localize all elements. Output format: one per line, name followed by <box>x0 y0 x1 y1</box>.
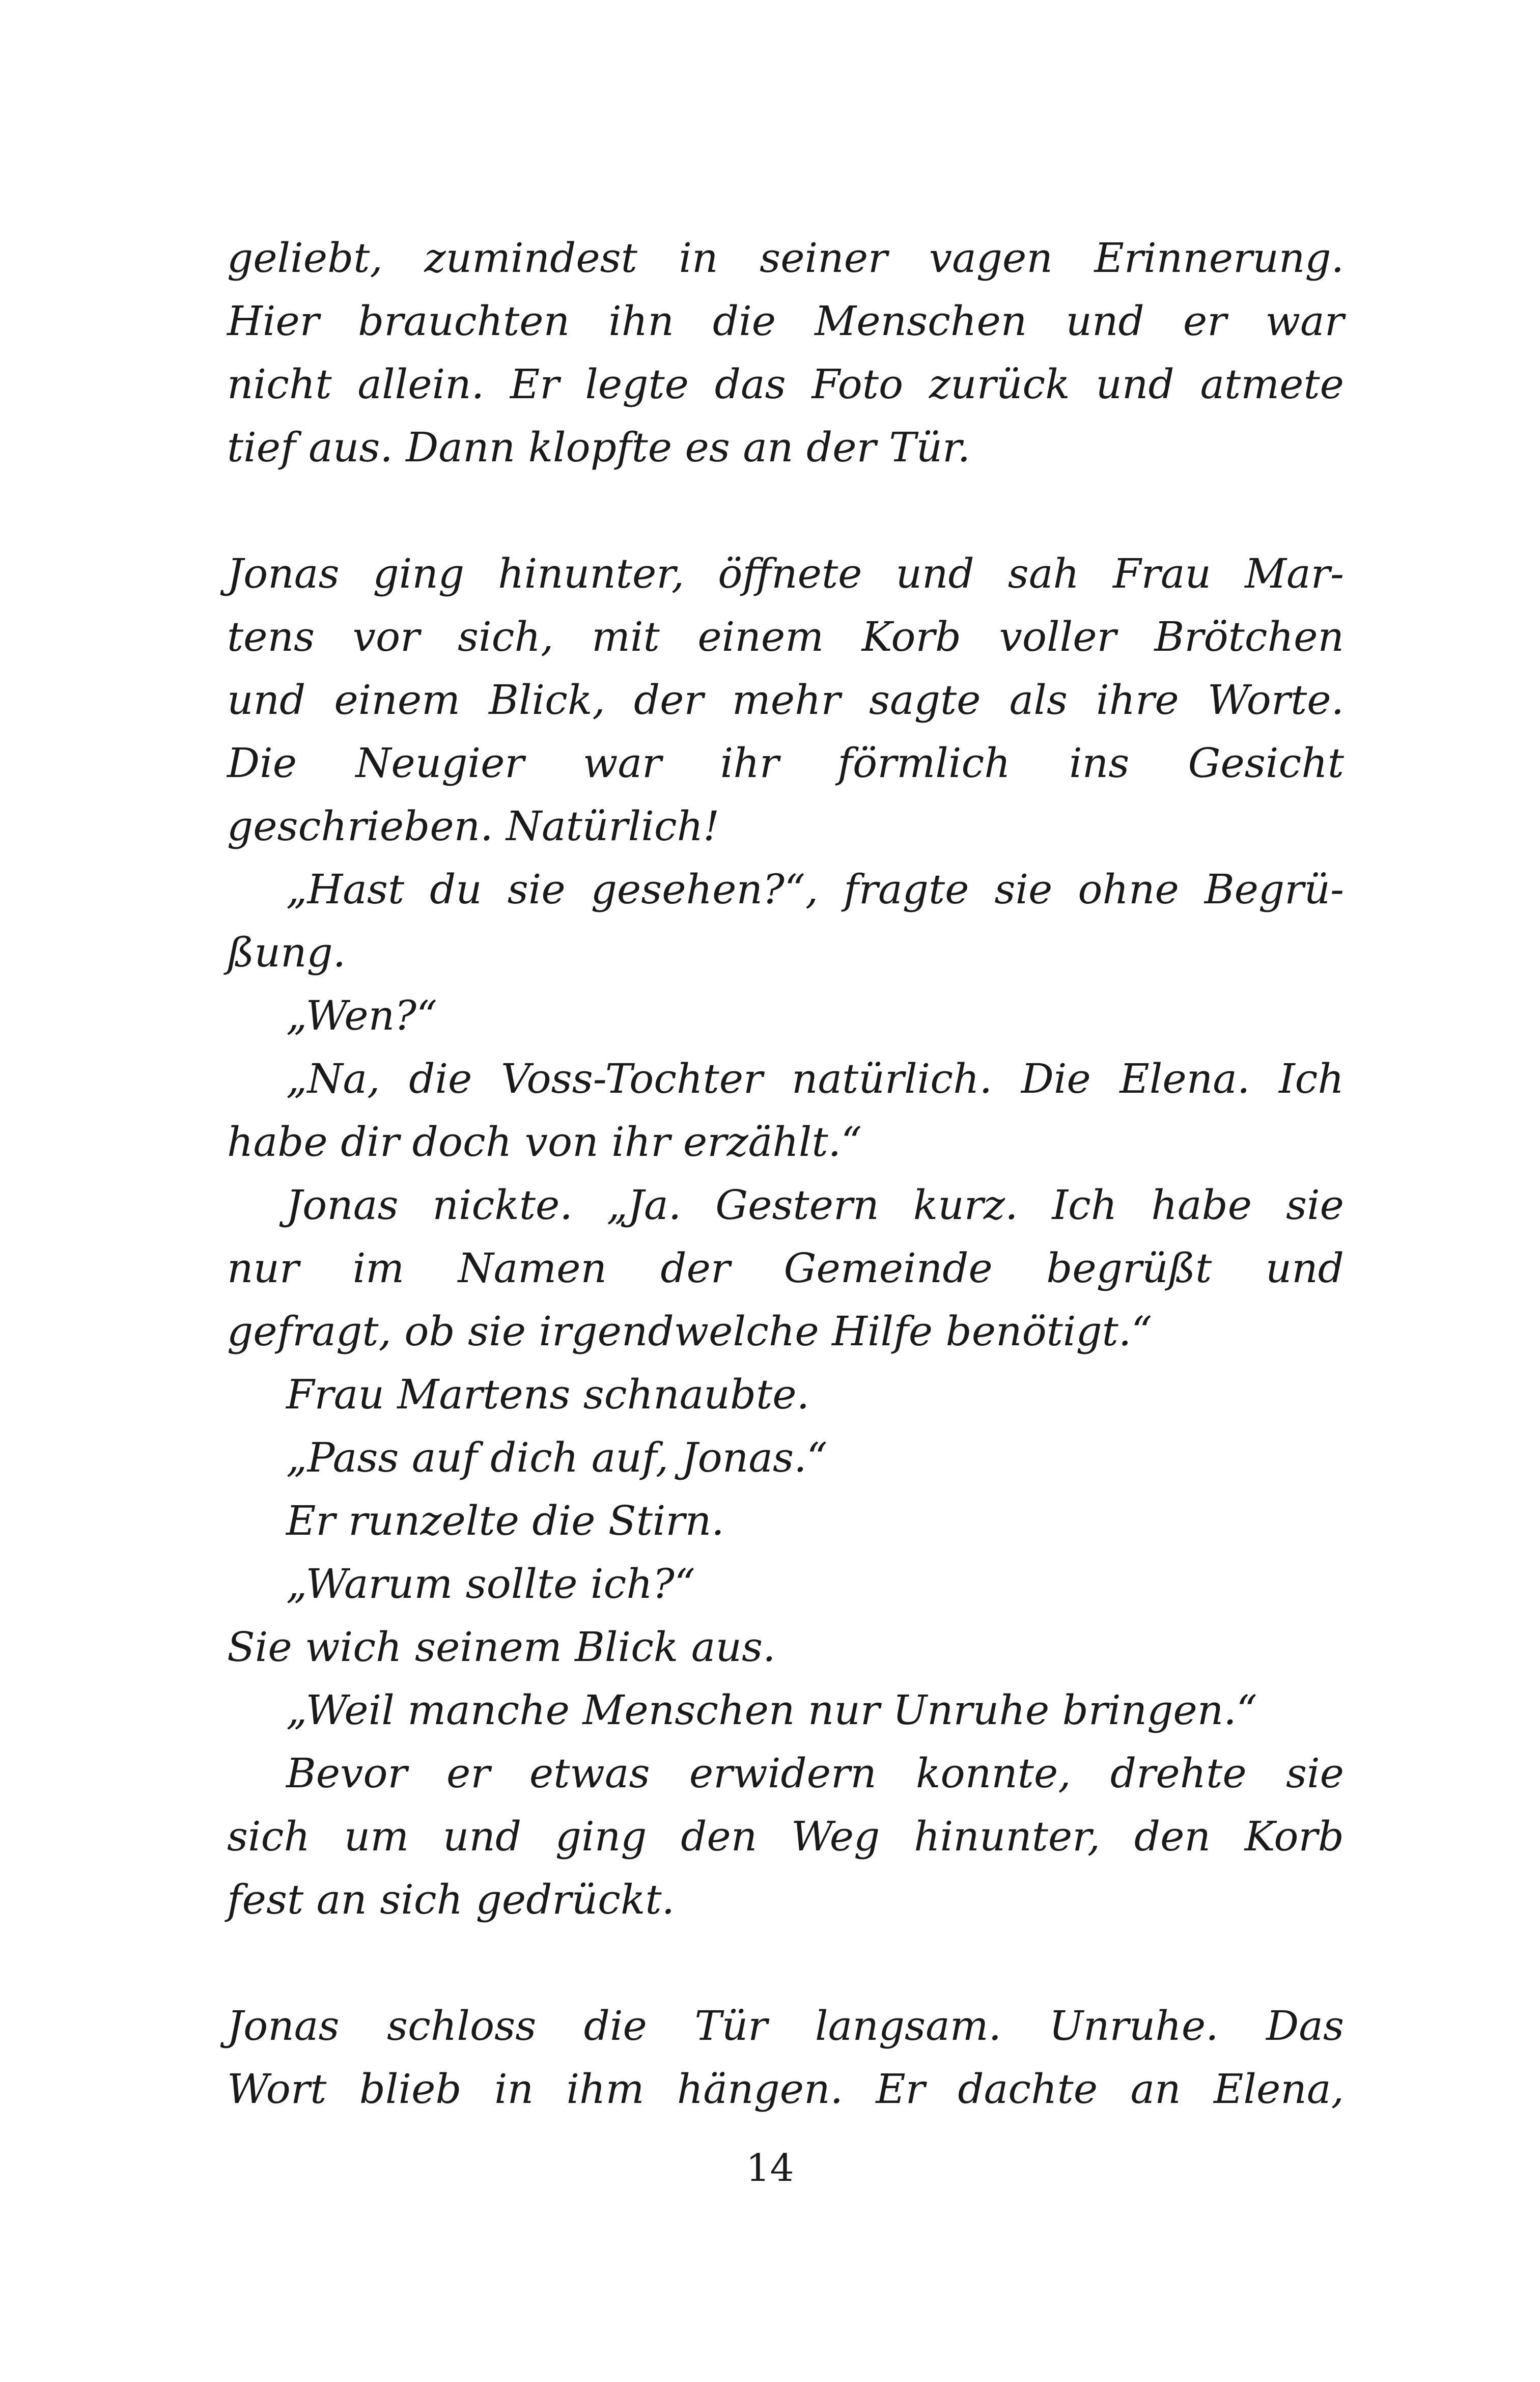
page-number: 14 <box>746 2146 794 2190</box>
text-line: tens vor sich, mit einem Korb voller Brötchen <box>227 613 1344 660</box>
text-line: Jonas schloss die Tür langsam. Unruhe. Das <box>227 2002 1344 2049</box>
text-line: „Warum sollte ich?“ <box>286 1560 695 1608</box>
text-line: Die Neugier war ihr förmlich ins Gesicht <box>227 739 1344 787</box>
text-line: Jonas nickte. „Ja. Gestern kurz. Ich habe sie <box>286 1181 1344 1229</box>
text-line: sich um und ging den Weg hinunter, den Korb <box>227 1813 1344 1860</box>
paragraph-gap <box>227 479 1344 542</box>
text-line: Hier brauchten ihn die Menschen und er war <box>227 297 1344 345</box>
text-line: nicht allein. Er legte das Foto zurück und atmete <box>227 361 1344 408</box>
text-line: fest an sich gedrückt. <box>227 1876 675 1923</box>
text-line: „Hast du sie gesehen?“, fragte sie ohne Begrü- <box>286 866 1344 913</box>
text-line: tief aus. Dann klopfte es an der Tür. <box>227 424 970 471</box>
text-line: Jonas ging hinunter, öffnete und sah Frau Mar- <box>227 550 1344 597</box>
text-line: „Pass auf dich auf, Jonas.“ <box>286 1434 828 1481</box>
text-line: Wort blieb in ihm hängen. Er dachte an Elena, <box>227 2065 1344 2113</box>
text-line: geliebt, zumindest in seiner vagen Erinnerung. <box>227 234 1344 282</box>
text-line: Frau Martens schnaubte. <box>286 1371 810 1418</box>
text-line: gefragt, ob sie irgendwelche Hilfe benötigt.“ <box>227 1308 1153 1355</box>
text-line: habe dir doch von ihr erzählt.“ <box>227 1118 862 1166</box>
text-line: nur im Namen der Gemeinde begrüßt und <box>227 1244 1344 1292</box>
text-line: „Wen?“ <box>286 992 437 1039</box>
paragraph-gap <box>227 1931 1344 1995</box>
text-line: Sie wich seinem Blick aus. <box>227 1623 776 1671</box>
text-line: „Weil manche Menschen nur Unruhe bringen.“ <box>286 1686 1257 1734</box>
text-line: und einem Blick, der mehr sagte als ihre Worte. <box>227 676 1344 724</box>
body-text <box>227 227 1344 2121</box>
text-line: ßung. <box>227 929 346 976</box>
text-line: „Na, die Voss-Tochter natürlich. Die Elena. Ich <box>286 1055 1344 1102</box>
text-line: geschrieben. Natürlich! <box>227 802 720 850</box>
text-line: Bevor er etwas erwidern konnte, drehte sie <box>286 1750 1344 1797</box>
text-line: Er runzelte die Stirn. <box>286 1497 724 1544</box>
